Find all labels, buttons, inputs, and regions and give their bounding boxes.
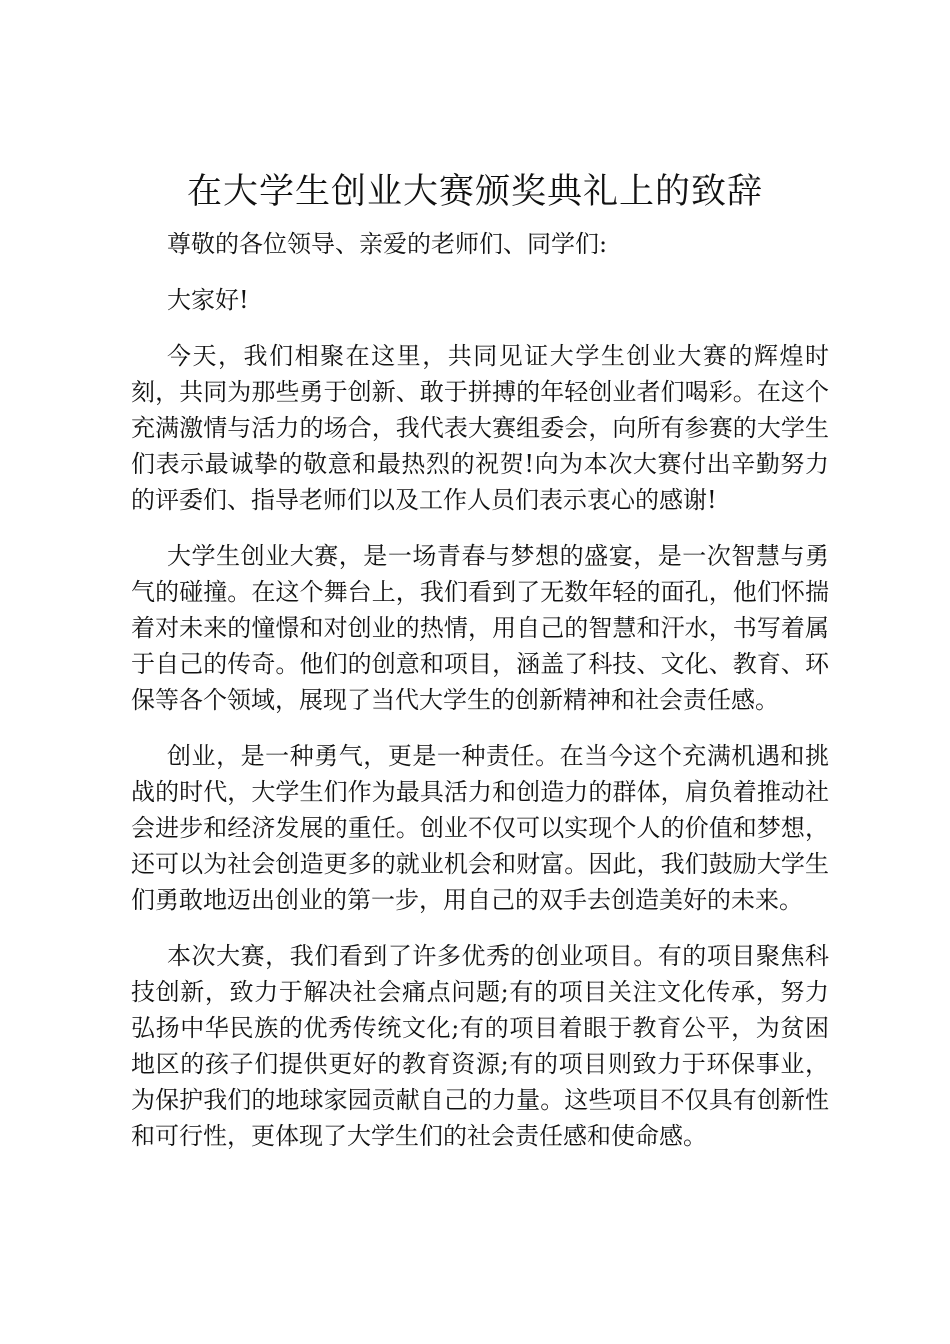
paragraph: 创业，是一种勇气，更是一种责任。在当今这个充满机遇和挑战的时代，大学生们作为最具活力和创造力的群体，肩负着推动社会进步和经济发展的重任。创业不仅可以实现个人的价值和梦想，还可以为社会创造更多的就业机会和财富。因此，我们鼓励大学生们勇敢地迈出创业的第一步，用自己的双手去创造美好的未来。 <box>131 742 829 914</box>
document-title: 在大学生创业大赛颁奖典礼上的致辞 <box>186 172 763 212</box>
document-body <box>131 226 829 1174</box>
salutation: 尊敬的各位领导、亲爱的老师们、同学们: <box>167 230 608 258</box>
paragraph: 大学生创业大赛，是一场青春与梦想的盛宴，是一次智慧与勇气的碰撞。在这个舞台上，我们看到了无数年轻的面孔，他们怀揣着对未来的憧憬和对创业的热情，用自己的智慧和汗水，书写着属于自己的传奇。他们的创意和项目，涵盖了科技、文化、教育、环保等各个领域，展现了当代大学生的创新精神和社会责任感。 <box>131 542 829 714</box>
greeting: 大家好! <box>167 286 249 314</box>
paragraph: 今天，我们相聚在这里，共同见证大学生创业大赛的辉煌时刻，共同为那些勇于创新、敢于拼搏的年轻创业者们喝彩。在这个充满激情与活力的场合，我代表大赛组委会，向所有参赛的大学生们表示最诚挚的敬意和最热烈的祝贺!向为本次大赛付出辛勤努力的评委们、指导老师们以及工作人员们表示衷心的感谢! <box>131 342 829 514</box>
paragraph: 本次大赛，我们看到了许多优秀的创业项目。有的项目聚焦科技创新，致力于解决社会痛点问题;有的项目关注文化传承，努力弘扬中华民族的优秀传统文化;有的项目着眼于教育公平，为贫困地区的孩子们提供更好的教育资源;有的项目则致力于环保事业，为保护我们的地球家园贡献自己的力量。这些项目不仅具有创新性和可行性，更体现了大学生们的社会责任感和使命感。 <box>131 942 829 1150</box>
